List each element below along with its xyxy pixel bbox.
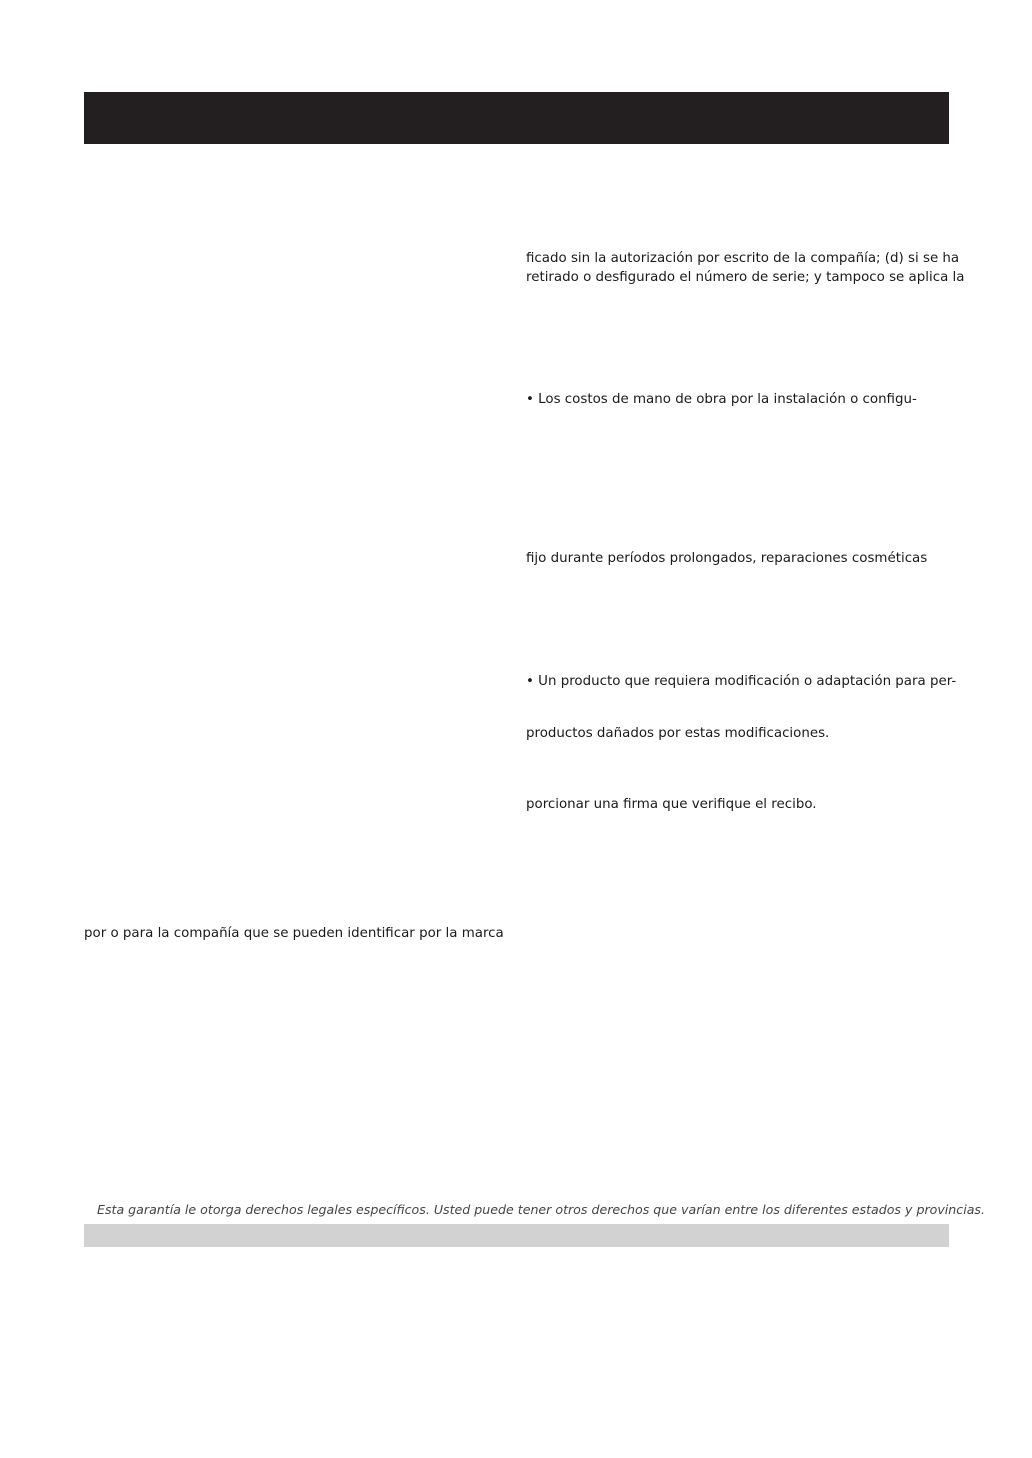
warranty-text-line: productos dañados por estas modificaciones. <box>526 726 830 741</box>
exclusion-bullet-product: • Un producto que requiera modificación o adaptación para per- <box>526 674 957 689</box>
footer-bar <box>84 1224 949 1247</box>
warranty-text-line: por o para la compañía que se pueden identificar por la marca <box>84 926 504 941</box>
header-bar <box>84 92 949 144</box>
warranty-text-line: porcionar una firma que verifique el recibo. <box>526 797 817 812</box>
exclusion-bullet-labor: • Los costos de mano de obra por la instalación o configu- <box>526 392 917 407</box>
warranty-text-line: ficado sin la autorización por escrito de la compañía; (d) si se ha <box>526 251 960 266</box>
warranty-text-line: fijo durante períodos prolongados, reparaciones cosméticas <box>526 551 928 566</box>
warranty-text-line: retirado o desfigurado el número de serie; y tampoco se aplica la <box>526 270 965 285</box>
legal-rights-note: Esta garantía le otorga derechos legales específicos. Usted puede tener otros derechos que varían entre los diferentes estados y provincias. <box>97 1202 985 1217</box>
